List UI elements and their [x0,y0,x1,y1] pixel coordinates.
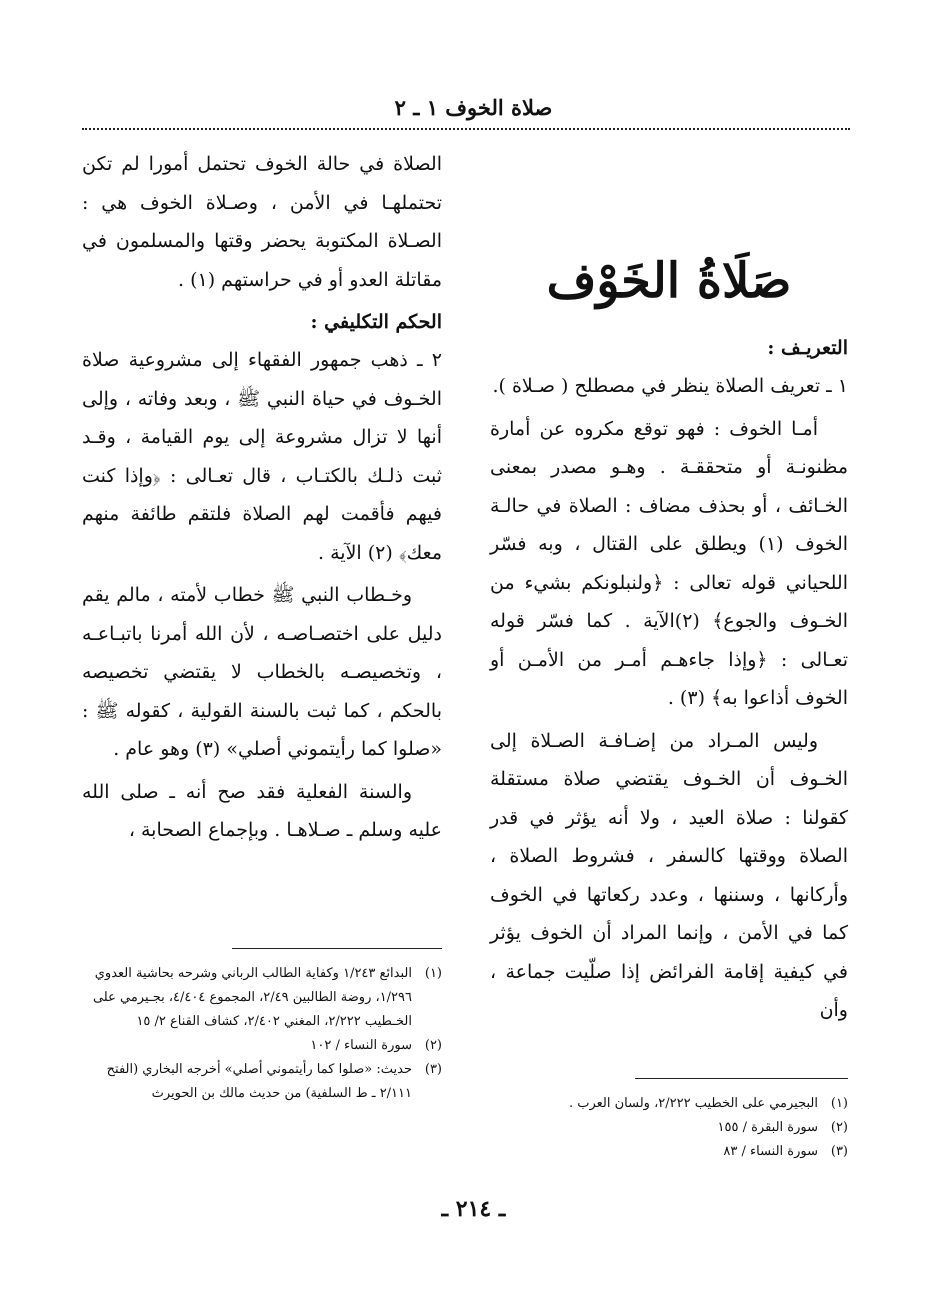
footnote-text: حديث: «صلوا كما رأيتموني أصلي» أخرجه البخاري (الفتح ٢/١١١ ـ ط السلفية) من حديث مالك بن الحويرث [106,1062,412,1101]
paragraph-fear-meaning: وليس المـراد من إضـافـة الصـلاة إلى الخـوف أن الخـوف يقتضي صلاة مستقلة كقولنا : صلاة العيد ، ولا أنه يؤثر في قدر الصلاة ووقتها كالسفر ، فشروط الصلاة ، وأركانها ، وسننها ، وعدد ركعاتها في الخوف كما في الأمن ، وإنما المراد أن الخوف يؤثر في كيفية إقامة الفرائض إذا صلّيت جماعة ، وأن [490,729,848,1021]
footnote [82,1058,442,1106]
paragraph-fear-definition: أمـا الخوف : فهو توقع مكروه عن أمارة مظنونـة أو متحققـة . وهـو مصدر بمعنى الخـائف ، أو بحذف مضاف : الصلاة في حالـة الخوف (١) ويطلق على القتال ، وبه فسّر اللحياني قوله تعالى : ﴿ولنبلونكم بشيء من الخـوف والجوع﴾ (٢)الآية . كما فسّر قوله تعـالى : ﴿وإذا جاءهـم أمـر من الأمـن أو الخوف أذاعوا به﴾ (٣) . [490,417,849,709]
footnote-number: (١) [424,966,442,981]
definition-heading: التعريـف : [767,337,848,359]
footnote-text: البدائع ١/٢٤٣ وكفاية الطالب الرباني وشرحه بحاشية العدوي ١/٢٩٦، روضة الطالبين ٢/٤٩، المجموع ٤/٤٠٤، بجـيرمي على الخـطيب ٢/٢٢٢، المغني ٢/٤٠٢، كشاف القناع ٢/ ١٥ [92,966,412,1029]
footnotes-right [490,1092,848,1164]
page-number: ـ ٢١٤ ـ [441,1196,506,1222]
footnote-text: سورة النساء / ١٠٢ [310,1038,412,1053]
footnote-text: سورة البقرة / ١٥٥ [717,1120,818,1135]
footnote [490,1140,848,1164]
footnote-separator-left [232,948,442,949]
footnote [82,962,442,1034]
paragraph-intro: الصلاة في حالة الخوف تحتمل أمورا لم تكن تحتملهـا في الأمن ، وصـلاة الخوف هي : الصـلاة المكتوبة يحضر وقتها والمسلمون في مقاتلة العدو أو في حراستهم (١) . [82,153,442,291]
footnote [490,1092,848,1116]
footnote-number: (٣) [830,1144,848,1159]
footnotes-left [82,962,442,1106]
footnote-number: (١) [830,1096,848,1111]
paragraph-2: ٢ ـ ذهب جمهور الفقهاء إلى مشروعية صلاة الخـوف في حياة النبي ﷺ ، وبعد وفاته ، وإلى أنها لا تزال مشروعة إلى يوم القيامة ، وقـد ثبت ذلـك بالكتـاب ، قال تعـالى : ﴿وإذا كنت فيهم فأقمت لهم الصلاة فلتقم طائفة منهم معك﴾ (٢) الآية . [82,349,442,564]
footnote [82,1034,442,1058]
paragraph-prophet-address: وخـطاب النبي ﷺ خطاب لأمته ، مالم يقم دليل على اختصـاصـه ، لأن الله أمرنا باتبـاعـه ، وتخصيصـه بالخطاب لا يقتضي تخصيصه بالحكم ، كما ثبت بالسنة القولية ، كقوله ﷺ : «صلوا كما رأيتموني أصلي» (٣) وهو عام . [82,584,442,760]
footnote-number: (٣) [424,1062,442,1077]
footnote-text: سورة النساء / ٨٣ [723,1144,818,1159]
header-dotted-rule [82,128,850,130]
footnote-separator-right [635,1078,848,1079]
chapter-title: صَلَاةُ الخَوْف [546,253,792,309]
ruling-heading: الحكم التكليفي : [310,311,442,333]
left-column [82,145,442,854]
running-title: صلاة الخوف ١ ـ ٢ [394,95,553,120]
footnote-text: البجيرمي على الخطيب ٢/٢٢٢، ولسان العرب . [568,1096,818,1111]
paragraph-sunnah: والسنة الفعلية فقد صح أنه ـ صلى الله عليه وسلم ـ صـلاهـا . وبإجماع الصحابة ، [82,780,442,841]
footnote-number: (٢) [830,1120,848,1135]
paragraph-1: ١ ـ تعريف الصلاة ينظر في مصطلح ( صـلاة ). [492,375,848,397]
footnote [490,1116,848,1140]
footnote-number: (٢) [424,1038,442,1053]
right-column [490,145,848,1034]
